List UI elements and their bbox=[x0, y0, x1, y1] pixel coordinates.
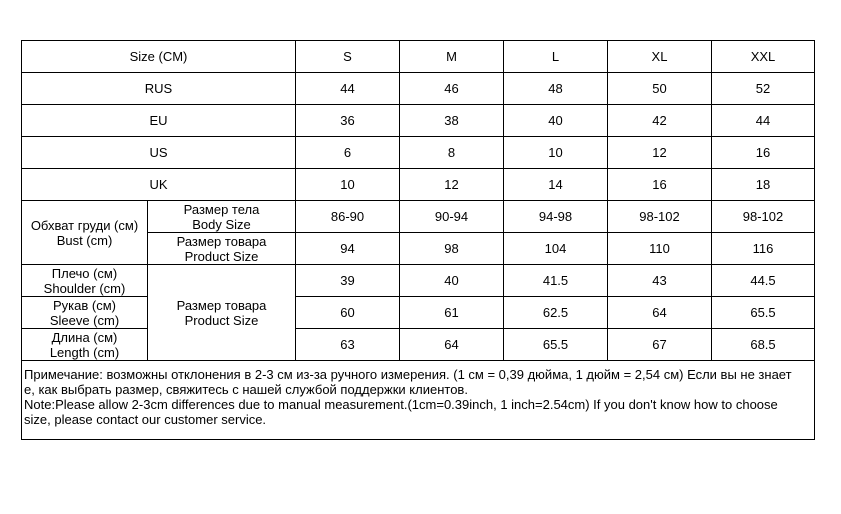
cell-value: 8 bbox=[400, 137, 504, 169]
row-label: EU bbox=[22, 105, 296, 137]
cell-value: 65.5 bbox=[712, 297, 815, 329]
sleeve-label-en: Sleeve (cm) bbox=[49, 312, 120, 328]
product-size-group-en: Product Size bbox=[184, 312, 259, 328]
cell-value: 39 bbox=[296, 265, 400, 297]
cell-value: 64 bbox=[608, 297, 712, 329]
shoulder-label-ru: Плечо (см) bbox=[51, 265, 118, 281]
cell-value: 90-94 bbox=[400, 201, 504, 233]
row-eu bbox=[22, 105, 815, 137]
size-header-label: Size (CM) bbox=[22, 41, 296, 73]
row-label: RUS bbox=[22, 73, 296, 105]
cell-value: 12 bbox=[400, 169, 504, 201]
note-cell bbox=[22, 361, 815, 440]
cell-value: 43 bbox=[608, 265, 712, 297]
cell-value: 41.5 bbox=[504, 265, 608, 297]
note-ru-line-1: Примечание: возможны отклонения в 2-3 см из-за ручного измерения. (1 см = 0,39 дюйма, 1 дюйм = 2,54 см) Если вы не знает bbox=[24, 367, 792, 382]
cell-value: 64 bbox=[400, 329, 504, 361]
bust-label-en: Bust (cm) bbox=[56, 232, 113, 248]
shoulder-label-en: Shoulder (cm) bbox=[43, 280, 126, 296]
row-sleeve bbox=[22, 297, 815, 329]
cell-value: 68.5 bbox=[712, 329, 815, 361]
cell-value: 94-98 bbox=[504, 201, 608, 233]
note-row bbox=[22, 361, 815, 440]
cell-value: 98-102 bbox=[712, 201, 815, 233]
cell-value: 60 bbox=[296, 297, 400, 329]
row-label: US bbox=[22, 137, 296, 169]
cell-value: 6 bbox=[296, 137, 400, 169]
cell-value: 52 bbox=[712, 73, 815, 105]
cell-value: 98-102 bbox=[608, 201, 712, 233]
cell-value: 44 bbox=[296, 73, 400, 105]
cell-value: 16 bbox=[608, 169, 712, 201]
size-col-xl: XL bbox=[608, 41, 712, 73]
size-chart-table bbox=[21, 40, 815, 440]
cell-value: 50 bbox=[608, 73, 712, 105]
product-size-label-ru: Размер товара bbox=[176, 233, 267, 249]
product-size-label-en: Product Size bbox=[184, 248, 259, 264]
header-row bbox=[22, 41, 815, 73]
cell-value: 86-90 bbox=[296, 201, 400, 233]
cell-value: 40 bbox=[400, 265, 504, 297]
cell-value: 44 bbox=[712, 105, 815, 137]
note-en-line-1: Note:Please allow 2-3cm differences due to manual measurement.(1cm=0.39inch, 1 inch=2.54cm) If you don't know how to choose bbox=[24, 397, 778, 412]
shoulder-label bbox=[22, 265, 148, 297]
cell-value: 65.5 bbox=[504, 329, 608, 361]
row-us bbox=[22, 137, 815, 169]
note-en-line-2: size, please contact our customer service. bbox=[24, 412, 267, 427]
cell-value: 44.5 bbox=[712, 265, 815, 297]
row-rus bbox=[22, 73, 815, 105]
product-size-label bbox=[148, 233, 296, 265]
cell-value: 14 bbox=[504, 169, 608, 201]
cell-value: 10 bbox=[504, 137, 608, 169]
cell-value: 16 bbox=[712, 137, 815, 169]
row-uk bbox=[22, 169, 815, 201]
cell-value: 116 bbox=[712, 233, 815, 265]
body-size-label bbox=[148, 201, 296, 233]
sleeve-label bbox=[22, 297, 148, 329]
size-col-s: S bbox=[296, 41, 400, 73]
product-size-group-ru: Размер товара bbox=[176, 297, 267, 313]
cell-value: 98 bbox=[400, 233, 504, 265]
cell-value: 67 bbox=[608, 329, 712, 361]
size-col-m: M bbox=[400, 41, 504, 73]
body-size-label-en: Body Size bbox=[192, 216, 251, 232]
cell-value: 62.5 bbox=[504, 297, 608, 329]
cell-value: 36 bbox=[296, 105, 400, 137]
cell-value: 40 bbox=[504, 105, 608, 137]
product-size-group-label bbox=[148, 265, 296, 361]
bust-label bbox=[22, 201, 148, 265]
cell-value: 42 bbox=[608, 105, 712, 137]
note-ru-line-2: е, как выбрать размер, свяжитесь с нашей службой поддержки клиентов. bbox=[24, 382, 468, 397]
cell-value: 110 bbox=[608, 233, 712, 265]
length-label bbox=[22, 329, 148, 361]
cell-value: 61 bbox=[400, 297, 504, 329]
length-label-ru: Длина (см) bbox=[51, 329, 118, 345]
cell-value: 48 bbox=[504, 73, 608, 105]
size-col-xxl: XXL bbox=[712, 41, 815, 73]
bust-label-ru: Обхват груди (см) bbox=[30, 217, 139, 233]
cell-value: 63 bbox=[296, 329, 400, 361]
row-length bbox=[22, 329, 815, 361]
cell-value: 10 bbox=[296, 169, 400, 201]
cell-value: 38 bbox=[400, 105, 504, 137]
row-shoulder bbox=[22, 265, 815, 297]
length-label-en: Length (cm) bbox=[49, 344, 120, 360]
cell-value: 104 bbox=[504, 233, 608, 265]
cell-value: 18 bbox=[712, 169, 815, 201]
row-label: UK bbox=[22, 169, 296, 201]
cell-value: 46 bbox=[400, 73, 504, 105]
size-col-l: L bbox=[504, 41, 608, 73]
row-bust-body bbox=[22, 201, 815, 233]
cell-value: 12 bbox=[608, 137, 712, 169]
sleeve-label-ru: Рукав (см) bbox=[53, 297, 116, 313]
cell-value: 94 bbox=[296, 233, 400, 265]
body-size-label-ru: Размер тела bbox=[183, 201, 260, 217]
